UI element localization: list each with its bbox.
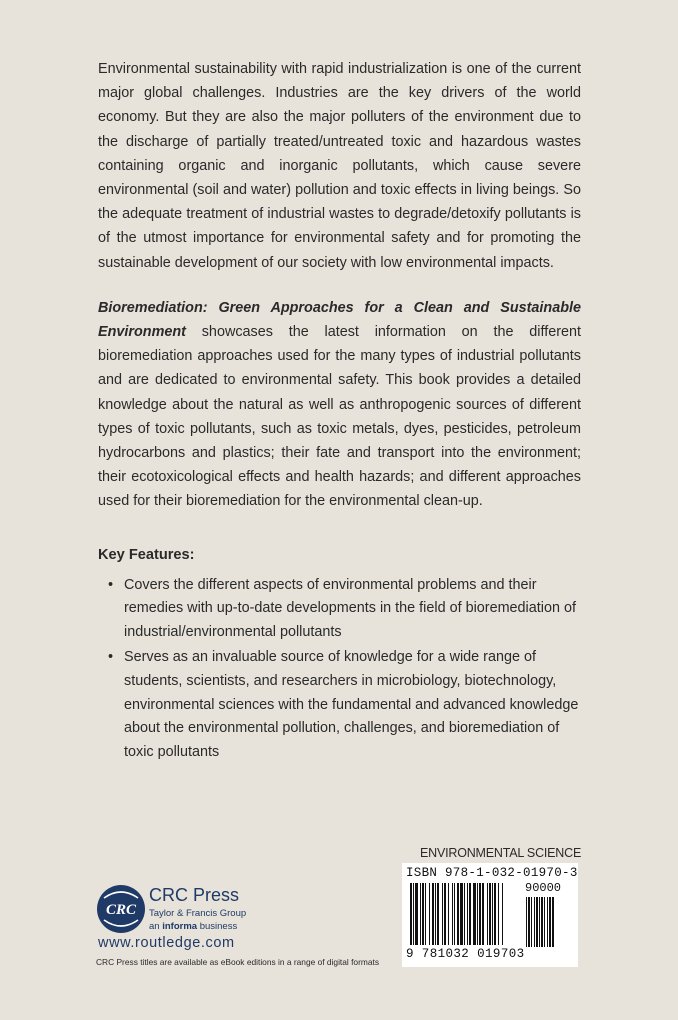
key-feature-text: Serves as an invaluable source of knowledge for a wide range of students, scientists, and researchers in microbiology, biotechnology, environmental sciences with the fundamental and advanced knowledge about the environmental pollution, challenges, and bioremediation of toxic pollutants bbox=[124, 649, 579, 760]
key-features-heading: Key Features: bbox=[98, 546, 195, 563]
description-paragraph-2-text: showcases the latest information on the different bioremediation approaches used for the many types of industrial pollutants and are dedicated to environmental safety. This book provides a detailed knowledge about the natural as well as anthropogenic sources of different types of toxic pollutants, such as toxic metals, dyes, pesticides, petroleum hydrocarbons and plastics; their fate and transport into the environment; their ecotoxicological effects and health hazards; and different approaches used for their bioremediation for the environmental clean-up. bbox=[98, 324, 581, 510]
barcode-bar bbox=[482, 883, 484, 945]
barcode-bar bbox=[452, 883, 453, 945]
informa-bold: informa bbox=[162, 921, 198, 932]
barcode-bar bbox=[432, 883, 434, 945]
barcode-bar bbox=[448, 883, 449, 945]
publisher-name: CRC Press bbox=[149, 885, 240, 905]
crc-press-logo bbox=[96, 884, 146, 934]
informa-suffix: business bbox=[197, 921, 238, 932]
barcode-bar bbox=[479, 883, 481, 945]
price-code: 90000 bbox=[525, 881, 562, 895]
barcode-bar bbox=[457, 883, 459, 945]
publisher-group: Taylor & Francis Group bbox=[149, 908, 247, 919]
barcode-bar bbox=[415, 883, 418, 945]
barcode-bar bbox=[410, 883, 412, 945]
barcode-bar bbox=[425, 883, 426, 945]
barcode-bar bbox=[473, 883, 476, 945]
isbn-barcode bbox=[402, 863, 578, 967]
key-feature-item bbox=[98, 646, 581, 764]
isbn-number: ISBN 978-1-032-01970-3 bbox=[406, 866, 578, 880]
informa-business bbox=[149, 921, 237, 932]
ebook-note: CRC Press titles are available as eBook editions in a range of digital formats bbox=[96, 957, 380, 967]
barcode-bar bbox=[420, 883, 421, 945]
barcode-bar bbox=[502, 883, 503, 945]
barcode-addon-bar bbox=[552, 897, 554, 947]
barcode-bar bbox=[494, 883, 496, 945]
barcode-bar bbox=[489, 883, 491, 945]
barcode-bar bbox=[492, 883, 493, 945]
informa-prefix: an bbox=[149, 921, 163, 932]
barcode-bar bbox=[435, 883, 436, 945]
barcode-bar bbox=[437, 883, 439, 945]
barcode-bar bbox=[422, 883, 424, 945]
barcode-addon-bar bbox=[544, 897, 545, 947]
barcode-bar bbox=[442, 883, 443, 945]
ean-digits: 9 781032 019703 bbox=[406, 947, 525, 961]
key-feature-text: Covers the different aspects of environmental problems and their remedies with up-to-date developments in the field of bioremediation of industrial/environmental pollutants bbox=[124, 576, 576, 640]
barcode-addon-bar bbox=[528, 897, 530, 947]
subject-category: ENVIRONMENTAL SCIENCE bbox=[420, 846, 582, 860]
barcode-bar bbox=[477, 883, 478, 945]
barcode-addon-bar bbox=[531, 897, 532, 947]
barcode-bar bbox=[429, 883, 430, 945]
description-paragraph-1: Environmental sustainability with rapid industrialization is one of the current major global challenges. Industries are the key drivers of the world economy. But they are also the major polluters of the environment due to the discharge of partially treated/untreated toxic and hazardous wastes containing organic and inorganic pollutants, which cause severe environmental (soil and water) pollution and toxic effects in living beings. So the adequate treatment of industrial wastes to degrade/detoxify pollutants is of the utmost importance for environmental safety and for promoting the sustainable development of our society with low environmental impacts. bbox=[98, 61, 581, 271]
crc-logo-text: CRC bbox=[105, 902, 137, 918]
key-features-list bbox=[98, 574, 581, 765]
barcode-bar bbox=[498, 883, 499, 945]
barcode-addon-bar bbox=[541, 897, 543, 947]
description-paragraph-2 bbox=[98, 296, 581, 514]
publisher-url: www.routledge.com bbox=[98, 935, 235, 951]
key-feature-item bbox=[98, 574, 581, 645]
barcode-addon-bar bbox=[536, 897, 538, 947]
barcode-bar bbox=[487, 883, 488, 945]
bullet-icon: • bbox=[108, 649, 114, 666]
barcode-bar bbox=[413, 883, 414, 945]
barcode-bar bbox=[469, 883, 471, 945]
barcode-bar bbox=[467, 883, 468, 945]
barcode-addon-bar bbox=[547, 897, 548, 947]
barcode-bar bbox=[454, 883, 455, 945]
barcode-addon-bar bbox=[539, 897, 540, 947]
barcode-bar bbox=[444, 883, 446, 945]
barcode-addon-bar bbox=[534, 897, 535, 947]
barcode-addon-bar bbox=[526, 897, 527, 947]
book-title: Bioremediation: Green Approaches for a Clean and Sustainable Environment bbox=[98, 299, 581, 341]
bullet-icon: • bbox=[108, 576, 114, 593]
back-cover-text bbox=[98, 57, 581, 766]
barcode-bar bbox=[460, 883, 463, 945]
barcode-addon-bar bbox=[549, 897, 551, 947]
barcode-bar bbox=[464, 883, 465, 945]
